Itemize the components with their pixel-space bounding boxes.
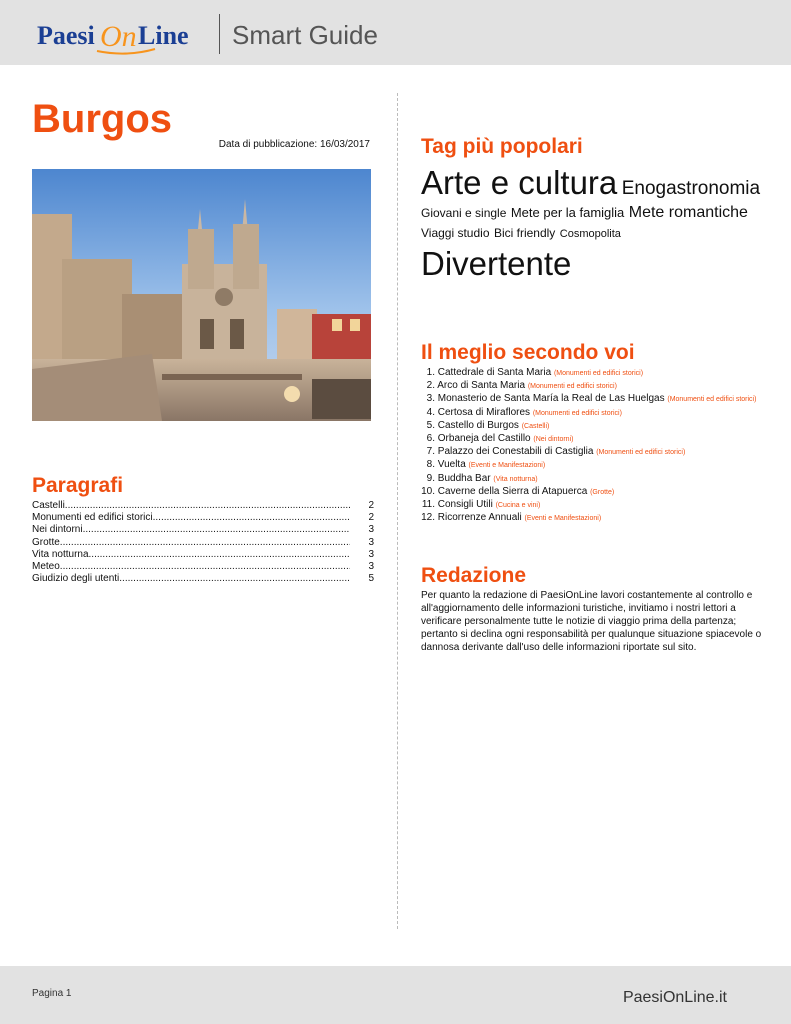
toc-row[interactable] [32,573,374,585]
list-item[interactable] [421,380,766,393]
tag-viaggi-studio[interactable]: Viaggi studio [421,226,490,241]
list-item-name[interactable]: Buddha Bar [435,472,494,484]
list-item[interactable] [421,473,766,486]
tag-bici-friendly[interactable]: Bici friendly [493,226,556,241]
list-item-category: (Monumenti ed edifici storici) [527,383,617,391]
toc-row[interactable] [32,500,374,512]
list-item-number: 12. [421,512,435,524]
toc-row[interactable] [32,512,374,524]
toc-label: Meteo [32,561,60,573]
list-item-number: 2. [426,380,435,392]
list-item-name[interactable]: Palazzo dei Conestabili di Castiglia [435,446,597,458]
tag-mete-per-la-famiglia[interactable]: Mete per la famiglia [510,205,625,221]
svg-text:Line: Line [138,21,189,50]
list-item[interactable] [421,499,766,512]
list-item-category: (Cucina e vini) [495,502,541,510]
toc-page-number: 3 [368,561,374,573]
tag-cosmopolita[interactable]: Cosmopolita [559,228,621,241]
list-item-name[interactable]: Orbaneja del Castillo [435,433,534,445]
toc-leader [83,524,350,536]
list-item-name[interactable]: Castello di Burgos [435,419,522,431]
tag-cloud [421,162,771,285]
toc-page-number: 5 [368,573,374,585]
toc-page-number: 3 [368,524,374,536]
redazione-text: Per quanto la redazione di PaesiOnLine lavori costantemente al controllo e all'aggiornamento delle informazioni turistiche, invitiamo i nostri lettori a verificare personalmente tutte le notizie di viaggio prima della partenza; pertanto si declina ogni responsabilità per qualunque situazione spiacevole o dannosa derivante dall'uso delle informazioni riportate sul sito. [421,590,762,653]
svg-text:On: On [100,20,137,53]
tags-heading: Tag più popolari [421,135,583,158]
list-item[interactable] [421,512,766,525]
toc-leader [60,537,350,549]
list-item[interactable] [421,393,766,406]
list-item[interactable] [421,433,766,446]
toc-row[interactable] [32,549,374,561]
toc-leader [89,549,350,561]
column-separator [397,93,398,929]
list-item-category: (Castelli) [521,422,550,430]
list-item-category: (Vita notturna) [493,475,538,483]
list-item[interactable] [421,367,766,380]
toc-row[interactable] [32,537,374,549]
list-item-category: (Monumenti ed edifici storici) [532,409,622,417]
best-list [421,367,766,525]
burgos-cathedral-photo [32,169,371,421]
list-item[interactable] [421,407,766,420]
logo-separator [219,14,220,54]
toc-label: Castelli [32,500,65,511]
list-item-name[interactable]: Ricorrenze Annuali [435,512,525,524]
list-item-number: 5. [426,419,435,431]
list-item-number: 6. [426,433,435,445]
list-item-name[interactable]: Certosa di Miraflores [435,406,533,418]
toc-label: Monumenti ed edifici storici [32,512,153,524]
list-item[interactable] [421,420,766,433]
list-item-category: (Monumenti ed edifici storici) [553,370,644,377]
list-item-name[interactable]: Arco di Santa Maria [435,380,528,392]
tag-arte-e-cultura[interactable]: Arte e cultura [421,164,618,201]
header-bar [0,0,791,65]
tag-enogastronomia[interactable]: Enogastronomia [621,178,761,199]
list-item[interactable] [421,486,766,499]
toc-page-number: 3 [368,548,374,560]
toc-row[interactable] [32,561,374,573]
page-number: Pagina 1 [32,988,72,999]
list-item-name[interactable]: Caverne della Sierra di Atapuerca [435,485,591,497]
toc-page-number: 2 [368,500,374,511]
toc-label: Vita notturna [32,548,89,560]
list-item-category: (Eventi e Manifestazioni) [468,462,546,470]
tag-divertente[interactable]: Divertente [421,245,572,283]
list-item-number: 4. [426,406,435,418]
tag-mete-romantiche[interactable]: Mete romantiche [628,204,748,222]
tag-giovani-e-single[interactable]: Giovani e single [421,206,507,221]
toc-label: Nei dintorni [32,524,83,536]
redazione-heading: Redazione [421,564,527,587]
toc-leader [153,512,350,524]
list-item-name[interactable]: Consigli Utili [435,499,496,511]
paragrafi-toc [32,500,374,585]
toc-page-number: 3 [368,536,374,548]
list-item-category: (Nei dintorni) [533,436,574,444]
toc-label: Giudizio degli utenti [32,573,120,585]
list-item-number: 1. [426,367,435,378]
list-item-number: 10. [421,485,435,497]
list-item-category: (Eventi e Manifestazioni) [524,515,602,523]
list-item[interactable] [421,446,766,459]
list-item-number: 8. [426,459,435,471]
page-title: Burgos [32,97,172,141]
list-item-category: (Monumenti ed edifici storici) [667,396,757,404]
toc-row[interactable] [32,524,374,536]
list-item-name[interactable]: Cattedrale di Santa Maria [435,367,554,378]
smart-guide-label: Smart Guide [232,20,378,50]
list-item-number: 3. [426,393,435,405]
list-item-category: (Monumenti ed edifici storici) [596,449,686,457]
publication-date: Data di pubblicazione: 16/03/2017 [218,139,370,150]
toc-leader [60,561,350,573]
list-item-number: 9. [426,472,435,484]
toc-leader [65,500,350,512]
svg-text:Paesi: Paesi [37,21,95,50]
list-item-number: 11. [421,499,435,511]
list-item[interactable] [421,459,766,472]
list-item-number: 7. [426,446,435,458]
paragrafi-heading: Paragrafi [32,474,124,497]
meglio-heading: Il meglio secondo voi [421,341,635,364]
list-item-category: (Grotte) [590,488,615,496]
list-item-name[interactable]: Vuelta [435,459,469,471]
paesionline-logo[interactable] [37,15,202,55]
list-item-name[interactable]: Monasterio de Santa María la Real de Las Huelgas [435,393,668,405]
site-link[interactable]: PaesiOnLine.it [622,989,727,1006]
toc-leader [119,573,350,585]
toc-label: Grotte [32,536,60,548]
toc-page-number: 2 [368,512,374,524]
